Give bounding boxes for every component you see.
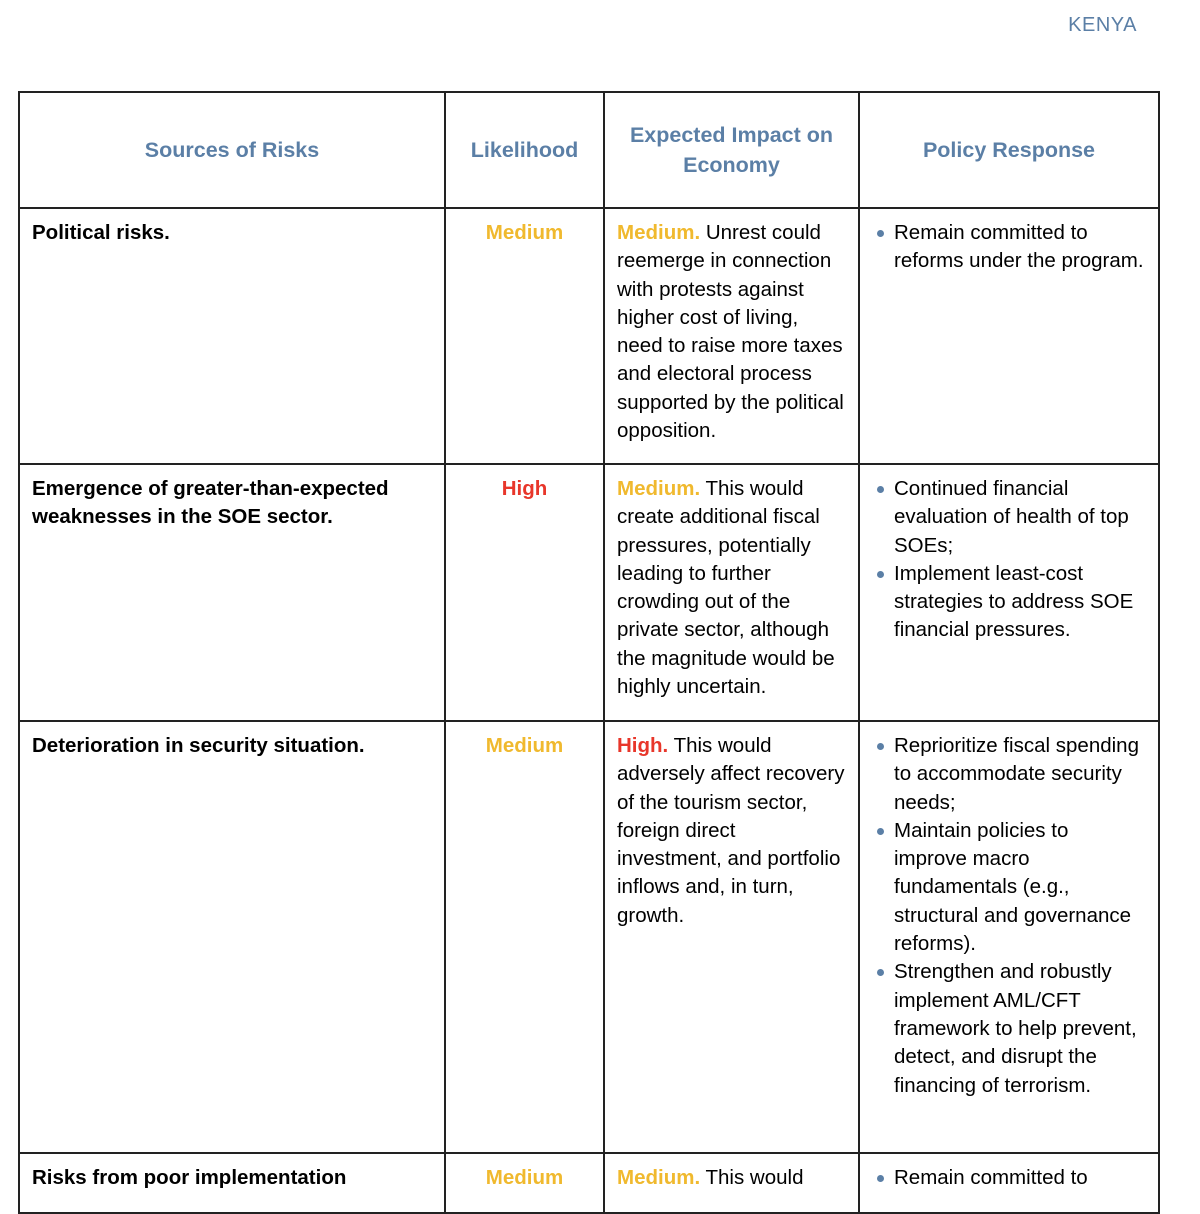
column-header-likelihood: Likelihood bbox=[445, 92, 604, 208]
policy-response-list bbox=[872, 475, 1146, 645]
column-header-impact-label: Expected Impact on Economy bbox=[629, 123, 834, 177]
policy-response-cell bbox=[859, 721, 1159, 1153]
page-header-country: KENYA bbox=[1068, 14, 1137, 36]
impact-cell bbox=[604, 208, 859, 464]
impact-description bbox=[605, 722, 858, 942]
policy-response-item: Remain committed to reforms under the program. bbox=[894, 219, 1146, 276]
risk-source-cell bbox=[19, 721, 445, 1153]
table-row bbox=[19, 721, 1159, 1153]
impact-text: This would adversely affect recovery of the tourism sector, foreign direct investment, and portfolio inflows and, in turn, growth. bbox=[617, 734, 845, 927]
policy-response-item: Strengthen and robustly implement AML/CFT framework to help prevent, detect, and disrupt the financing of terrorism. bbox=[894, 958, 1146, 1099]
policy-response-list bbox=[872, 732, 1146, 1100]
policy-response-cell bbox=[859, 1153, 1159, 1213]
likelihood-value: Medium bbox=[485, 1166, 564, 1189]
likelihood-cell bbox=[445, 721, 604, 1153]
policy-response-item: Implement least-cost strategies to address SOE financial pressures. bbox=[894, 560, 1146, 645]
table-row bbox=[19, 1153, 1159, 1213]
impact-description bbox=[605, 209, 858, 457]
risk-source-cell bbox=[19, 1153, 445, 1213]
policy-response-cell bbox=[859, 464, 1159, 721]
risk-source-cell bbox=[19, 208, 445, 464]
column-header-sources: Sources of Risks bbox=[19, 92, 445, 208]
column-header-policy: Policy Response bbox=[859, 92, 1159, 208]
impact-cell bbox=[604, 721, 859, 1153]
likelihood-cell bbox=[445, 208, 604, 464]
impact-level: Medium. bbox=[617, 221, 701, 244]
table-row bbox=[19, 208, 1159, 464]
risk-source: Emergence of greater-than-expected weaknesses in the SOE sector. bbox=[32, 477, 389, 529]
risk-source-cell bbox=[19, 464, 445, 721]
table-row bbox=[19, 464, 1159, 721]
likelihood-cell bbox=[445, 1153, 604, 1213]
risk-assessment-table bbox=[18, 91, 1160, 1214]
risk-source: Political risks. bbox=[32, 221, 170, 244]
impact-level: Medium. bbox=[617, 477, 701, 500]
policy-response-list bbox=[872, 219, 1146, 276]
column-header-impact bbox=[604, 92, 859, 208]
impact-text: Unrest could reemerge in connection with protests against higher cost of living, need to raise more taxes and electoral process supported by the political opposition. bbox=[617, 221, 844, 443]
impact-description bbox=[605, 465, 858, 713]
risk-source: Deterioration in security situation. bbox=[32, 734, 365, 757]
likelihood-value: Medium bbox=[485, 734, 564, 757]
policy-response-item: Remain committed to bbox=[894, 1164, 1146, 1192]
policy-response-cell bbox=[859, 208, 1159, 464]
policy-response-item: Maintain policies to improve macro fundamentals (e.g., structural and governance reforms). bbox=[894, 817, 1146, 958]
impact-description bbox=[605, 1154, 858, 1204]
risk-source: Risks from poor implementation bbox=[32, 1166, 347, 1189]
policy-response-item: Reprioritize fiscal spending to accommodate security needs; bbox=[894, 732, 1146, 817]
likelihood-value: High bbox=[501, 477, 548, 500]
impact-level: Medium. bbox=[617, 1166, 701, 1189]
policy-response-list bbox=[872, 1164, 1146, 1192]
likelihood-cell bbox=[445, 464, 604, 721]
policy-response-item: Continued financial evaluation of health of top SOEs; bbox=[894, 475, 1146, 560]
impact-level: High. bbox=[617, 734, 669, 757]
impact-cell bbox=[604, 1153, 859, 1213]
impact-text: This would create additional fiscal pressures, potentially leading to further crowding out of the private sector, although the magnitude would be highly uncertain. bbox=[617, 477, 835, 699]
impact-cell bbox=[604, 464, 859, 721]
impact-text: This would bbox=[700, 1166, 804, 1189]
likelihood-value: Medium bbox=[485, 221, 564, 244]
table-header-row bbox=[19, 92, 1159, 208]
